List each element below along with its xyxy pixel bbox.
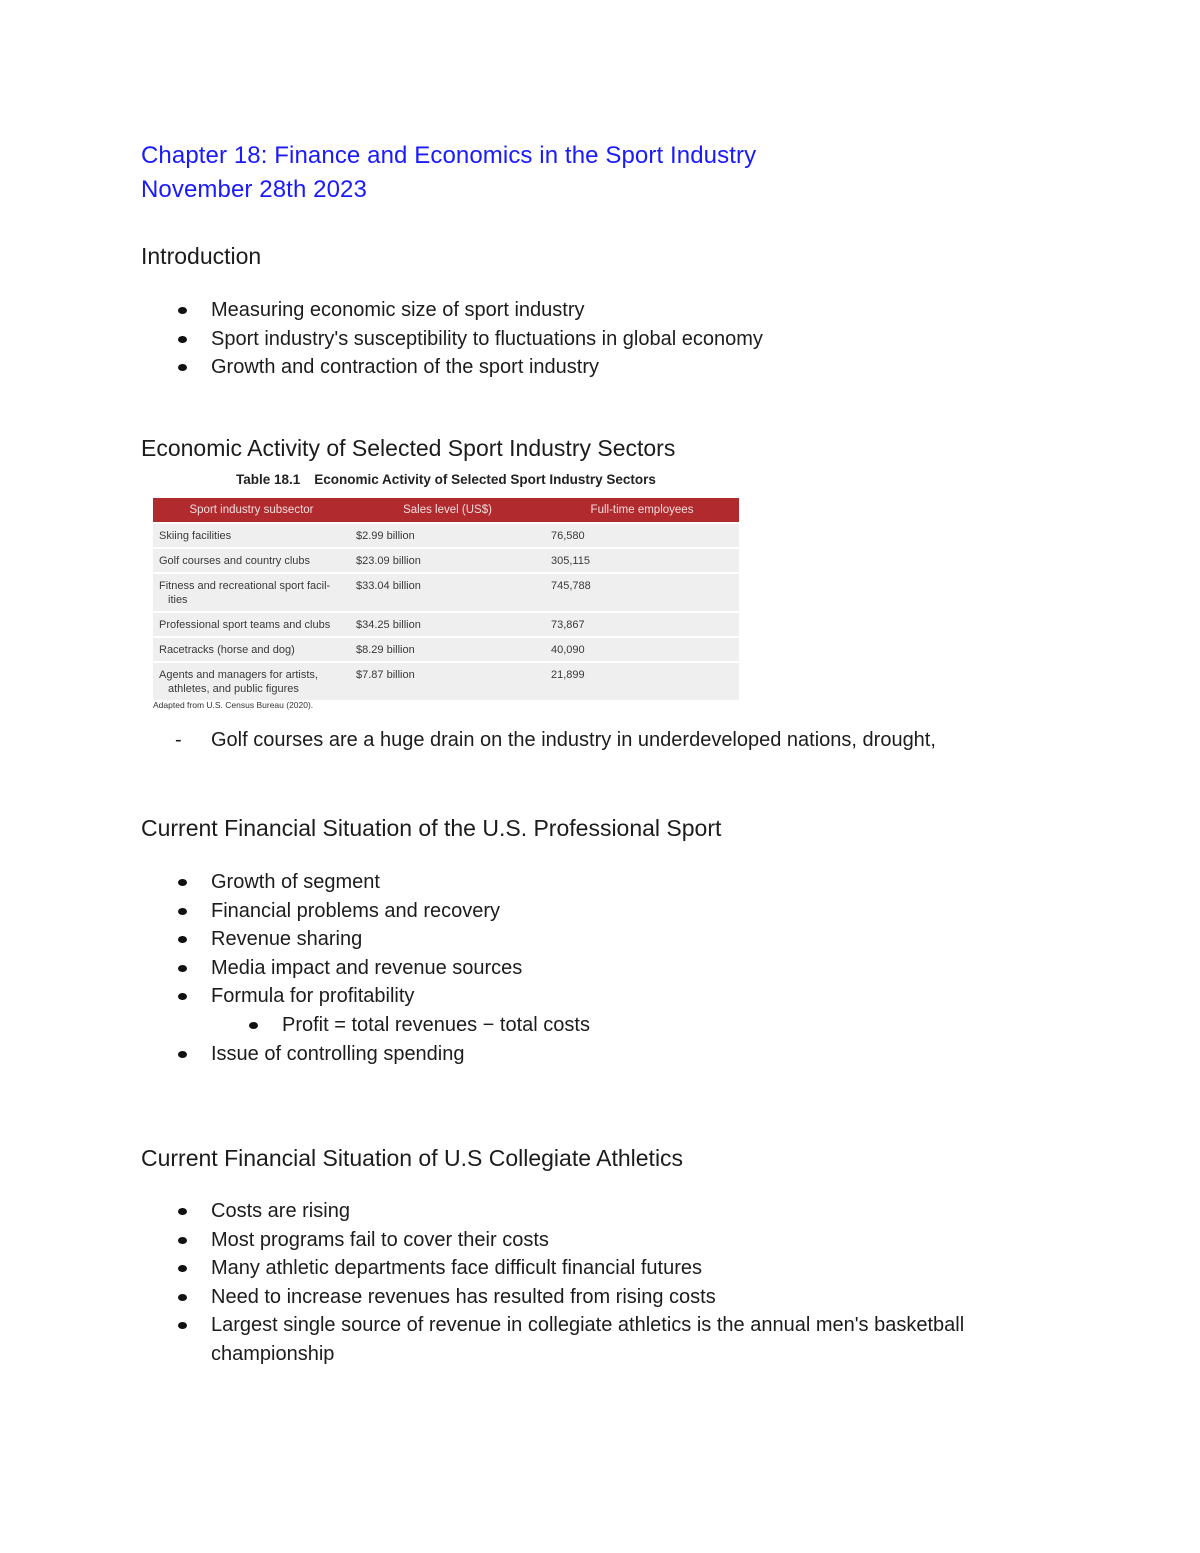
collegiate-bullet-list [0,1197,1041,1369]
table-row [153,612,739,637]
table-cell: $23.09 billion [350,548,545,573]
list-item: Revenue sharing [0,925,590,954]
list-item: Need to increase revenues has resulted from rising costs [0,1283,1041,1312]
table-cell: 76,580 [545,523,739,548]
list-item: Costs are rising [0,1197,1041,1226]
section-heading-economic-activity: Economic Activity of Selected Sport Industry Sectors [141,435,676,461]
bullet-icon [178,993,187,1000]
table-cell: Skiing facilities [153,523,350,548]
bullet-icon [178,1265,187,1272]
list-item-sub: Profit = total revenues − total costs [0,1011,590,1040]
golf-note: Golf courses are a huge drain on the industry in underdeveloped nations, drought, [211,729,936,751]
table-row [153,548,739,573]
document-date: November 28th 2023 [141,176,367,203]
list-item: Measuring economic size of sport industry [0,296,763,325]
bullet-icon [178,965,187,972]
bullet-icon [178,1294,187,1301]
table-cell: Professional sport teams and clubs [153,612,350,637]
table-row [153,573,739,612]
table-row [153,662,739,700]
table-cell: 73,867 [545,612,739,637]
list-item: Issue of controlling spending [0,1040,590,1069]
bullet-icon [178,936,187,943]
table-cell: Golf courses and country clubs [153,548,350,573]
list-item: Formula for profitability [0,982,590,1011]
bullet-icon [178,879,187,886]
table-row [153,523,739,548]
bullet-icon [178,1208,187,1215]
table-cell: $33.04 billion [350,573,545,612]
table-cell: Agents and managers for artists, athletes, and public figures [153,662,350,700]
section-heading-introduction: Introduction [141,243,262,269]
table-cell: 40,090 [545,637,739,662]
list-item: Growth of segment [0,868,590,897]
chapter-title: Chapter 18: Finance and Economics in the Sport Industry [141,142,757,169]
bullet-icon [178,1237,187,1244]
table-cell: Fitness and recreational sport facil- ities [153,573,350,612]
table-source-note: Adapted from U.S. Census Bureau (2020). [153,700,314,710]
section-heading-pro-sport: Current Financial Situation of the U.S. Professional Sport [141,815,722,841]
list-item: Media impact and revenue sources [0,954,590,983]
list-item: Many athletic departments face difficult financial futures [0,1254,1041,1283]
table-cell: 745,788 [545,573,739,612]
dash-marker: - [175,729,182,751]
list-item: Largest single source of revenue in collegiate athletics is the annual men's basketball championship [0,1311,1041,1368]
table-row [153,637,739,662]
bullet-icon [178,1322,187,1329]
list-item: Sport industry's susceptibility to fluctuations in global economy [0,325,763,354]
list-item: Growth and contraction of the sport industry [0,353,763,382]
introduction-bullet-list [0,296,763,382]
list-item: Most programs fail to cover their costs [0,1226,1041,1255]
section-heading-collegiate: Current Financial Situation of U.S Collegiate Athletics [141,1145,684,1171]
economic-activity-table [153,498,739,700]
table-cell: $2.99 billion [350,523,545,548]
column-header: Full-time employees [545,498,739,523]
bullet-icon [249,1022,258,1029]
column-header: Sales level (US$) [350,498,545,523]
table-cell: $7.87 billion [350,662,545,700]
table-caption: Table 18.1 Economic Activity of Selected Sport Industry Sectors [236,472,656,487]
table-cell: 21,899 [545,662,739,700]
table-cell: Racetracks (horse and dog) [153,637,350,662]
bullet-icon [178,364,187,371]
table-cell: $8.29 billion [350,637,545,662]
bullet-icon [178,1051,187,1058]
pro-sport-bullet-list [0,868,590,1068]
table-cell: $34.25 billion [350,612,545,637]
list-item: Financial problems and recovery [0,897,590,926]
table-header-row [153,498,739,523]
bullet-icon [178,908,187,915]
table-cell: 305,115 [545,548,739,573]
bullet-icon [178,336,187,343]
column-header: Sport industry subsector [153,498,350,523]
economic-activity-table-figure [152,470,742,714]
bullet-icon [178,307,187,314]
